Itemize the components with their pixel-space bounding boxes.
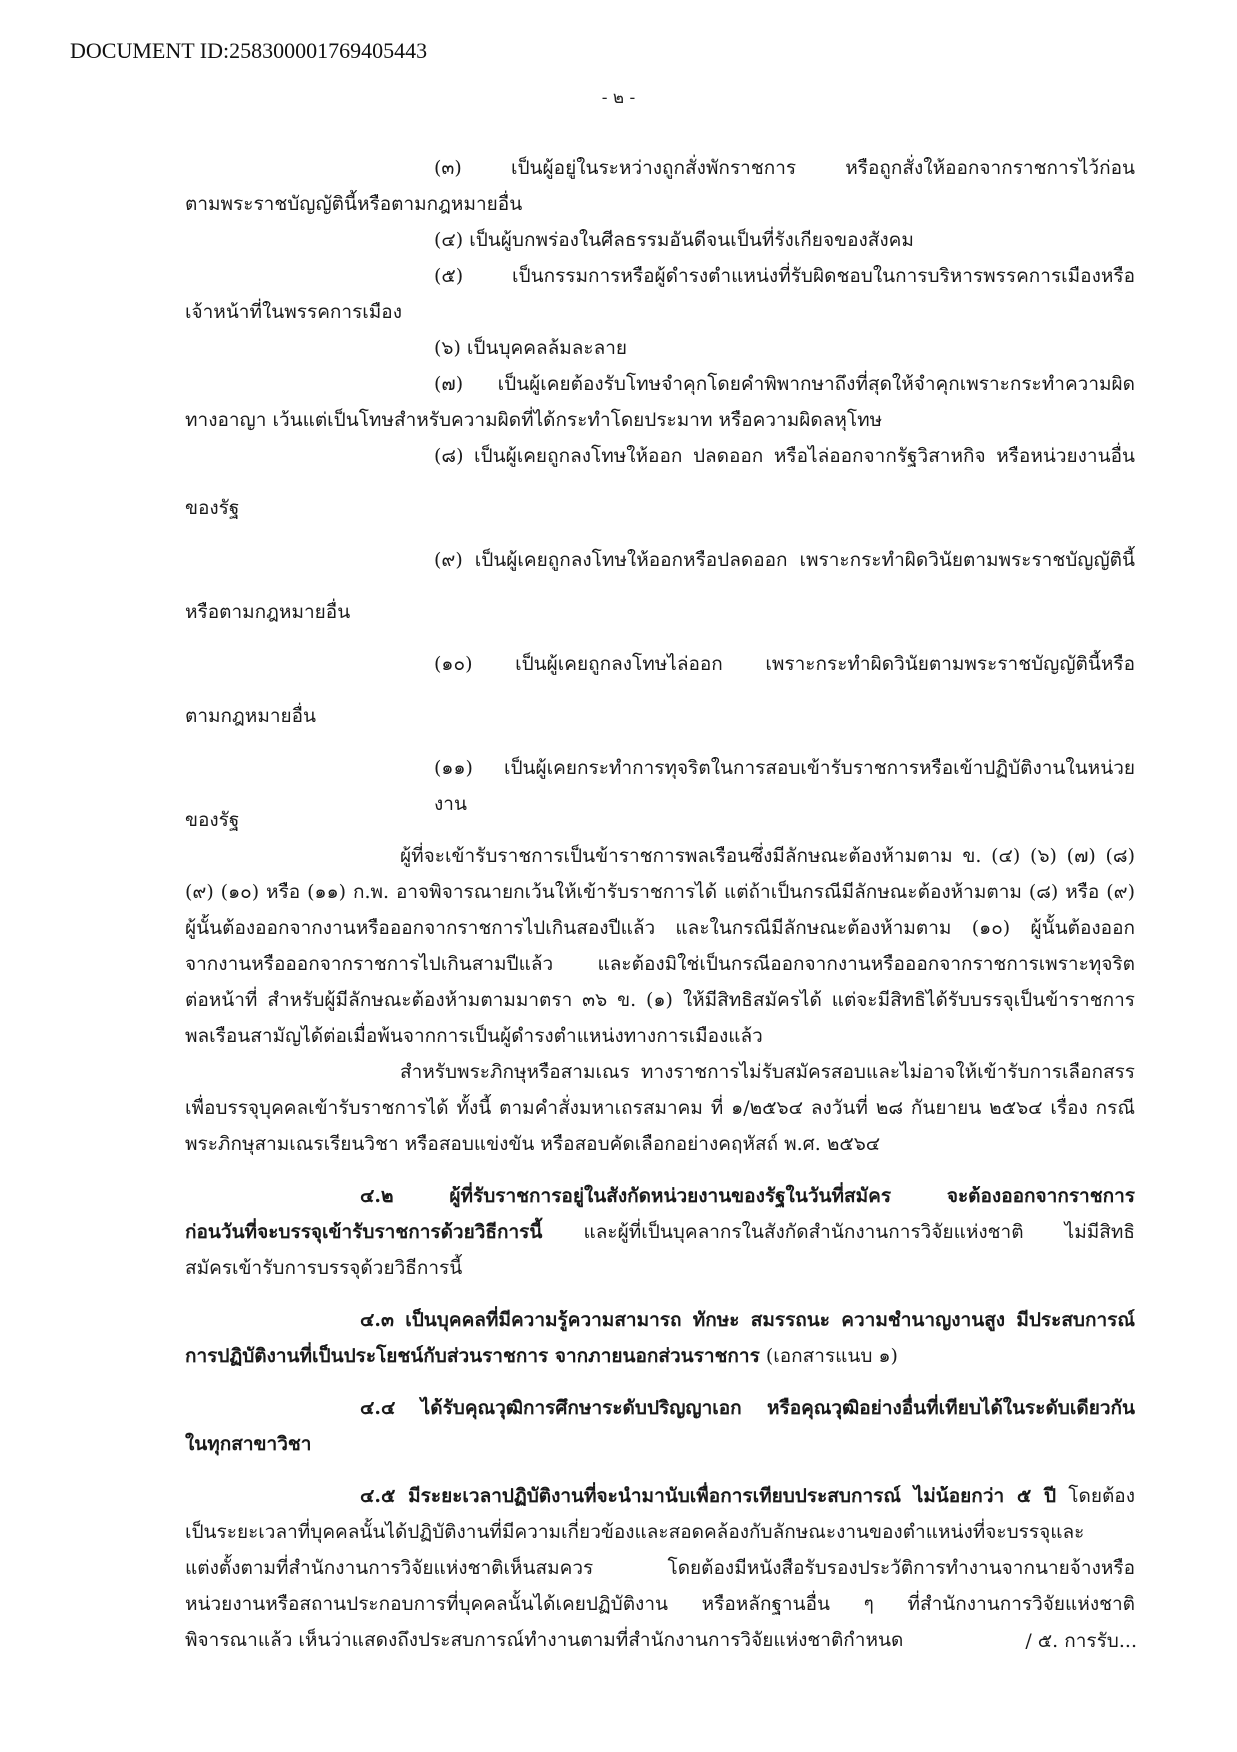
heading-text: ก่อนวันที่จะบรรจุเข้ารับราชการด้วยวิธีการนี้ [185,1221,543,1243]
text-line: (๙) เป็นผู้เคยถูกลงโทษให้ออกหรือปลดออก เพราะกระทำผิดวินัยตามพระราชบัญญัตินี้ [434,549,1135,571]
text-line: (๑๑) เป็นผู้เคยกระทำการทุจริตในการสอบเข้ารับราชการหรือเข้าปฏิบัติงานในหน่วยงาน [434,757,1135,815]
text-line: (๕) เป็นกรรมการหรือผู้ดำรงตำแหน่งที่รับผิดชอบในการบริหารพรรคการเมืองหรือ [434,265,1135,287]
text-line: (๗) เป็นผู้เคยต้องรับโทษจำคุกโดยคำพิพากษาถึงที่สุดให้จำคุกเพราะกระทำความผิด [434,373,1135,395]
text-line: (๖) เป็นบุคคลล้มละลาย [434,337,628,359]
text-line: พลเรือนสามัญได้ต่อเมื่อพ้นจากการเป็นผู้ดำรงตำแหน่งทางการเมืองแล้ว [185,1025,763,1047]
text-line: หน่วยงานหรือสถานประกอบการที่บุคคลนั้นได้เคยปฏิบัติงาน หรือหลักฐานอื่น ๆ ที่สำนักงานการวิจัยแห่งชาติ [185,1593,1135,1615]
heading-text: ๔.๓ เป็นบุคคลที่มีความรู้ความสามารถ ทักษะ สมรรถนะ ความชำนาญงานสูง มีประสบการณ์ [360,1309,1135,1331]
text-run: โดยต้อง [1056,1485,1135,1507]
text-line: เจ้าหน้าที่ในพรรคการเมือง [185,301,402,323]
text-line: ของรัฐ [185,809,240,831]
next-page-marker: / ๕. การรับ... [1025,1630,1137,1652]
section-heading [185,1390,1135,1426]
text-line: ตามกฎหมายอื่น [185,705,317,727]
text-line: พิจารณาแล้ว เห็นว่าแสดงถึงประสบการณ์ทำงานตามที่สำนักงานการวิจัยแห่งชาติกำหนด [185,1629,904,1651]
text-line: ต่อหน้าที่ สำหรับผู้มีลักษณะต้องห้ามตามมาตรา ๓๖ ข. (๑) ให้มีสิทธิสมัครได้ แต่จะมีสิทธิได้รับบรรจุเป็นข้าราชการ [185,989,1135,1011]
text-line: สมัครเข้ารับการบรรจุด้วยวิธีการนี้ [185,1257,463,1279]
text-line: จากงานหรือออกจากราชการไปเกินสามปีแล้ว และต้องมิใช่เป็นกรณีออกจากงานหรือออกจากราชการเพราะทุจริต [185,953,1135,975]
text-line [185,1426,1135,1462]
text-run: (เอกสารแนบ ๑) [759,1345,898,1367]
heading-text: ๔.๒ ผู้ที่รับราชการอยู่ในสังกัดหน่วยงานของรัฐในวันที่สมัคร จะต้องออกจากราชการ [360,1185,1135,1207]
text-line: สำหรับพระภิกษุหรือสามเณร ทางราชการไม่รับสมัครสอบและไม่อาจให้เข้ารับการเลือกสรร [400,1061,1135,1083]
text-line: หรือตามกฎหมายอื่น [185,601,351,623]
section-heading [185,1478,1135,1514]
text-line: พระภิกษุสามเณรเรียนวิชา หรือสอบแข่งขัน หรือสอบคัดเลือกอย่างคฤหัสถ์ พ.ศ. ๒๕๖๔ [185,1133,881,1155]
text-line: ทางอาญา เว้นแต่เป็นโทษสำหรับความผิดที่ได้กระทำโดยประมาท หรือความผิดลหุโทษ [185,409,883,431]
document-id: DOCUMENT ID:258300001769405443 [70,38,428,63]
section-heading [185,1178,1135,1214]
text-line: ของรัฐ [185,497,240,519]
text-line: (๓) เป็นผู้อยู่ในระหว่างถูกสั่งพักราชการ หรือถูกสั่งให้ออกจากราชการไว้ก่อน [434,157,1135,179]
heading-text: ในทุกสาขาวิชา [185,1433,312,1455]
text-line: ผู้ที่จะเข้ารับราชการเป็นข้าราชการพลเรือนซึ่งมีลักษณะต้องห้ามตาม ข. (๔) (๖) (๗) (๘) [400,845,1135,867]
text-line: (๑๐) เป็นผู้เคยถูกลงโทษไล่ออก เพราะกระทำผิดวินัยตามพระราชบัญญัตินี้หรือ [434,653,1135,675]
text-line: ผู้นั้นต้องออกจากงานหรือออกจากราชการไปเกินสองปีแล้ว และในกรณีมีลักษณะต้องห้ามตาม (๑๐) ผู้นั้นต้องออก [185,917,1135,939]
text-line: (๔) เป็นผู้บกพร่องในศีลธรรมอันดีจนเป็นที่รังเกียจของสังคม [434,229,914,251]
text-line: แต่งตั้งตามที่สำนักงานการวิจัยแห่งชาติเห็นสมควร โดยต้องมีหนังสือรับรองประวัติการทำงานจากนายจ้างหรือ [185,1557,1135,1579]
text-line: ตามพระราชบัญญัตินี้หรือตามกฎหมายอื่น [185,193,523,215]
text-line [185,1338,1135,1374]
section-heading [185,1302,1135,1338]
text-line: เพื่อบรรจุบุคคลเข้ารับราชการได้ ทั้งนี้ ตามคำสั่งมหาเถรสมาคม ที่ ๑/๒๕๖๔ ลงวันที่ ๒๘ กันยายน ๒๕๖๔ เรื่อง กรณี [185,1097,1135,1119]
heading-text: ๔.๔ ได้รับคุณวุฒิการศึกษาระดับปริญญาเอก หรือคุณวุฒิอย่างอื่นที่เทียบได้ในระดับเดียวกัน [360,1397,1135,1419]
text-line [185,1214,1135,1250]
text-line: (๘) เป็นผู้เคยถูกลงโทษให้ออก ปลดออก หรือไล่ออกจากรัฐวิสาหกิจ หรือหน่วยงานอื่น [434,445,1135,467]
text-line: (๙) (๑๐) หรือ (๑๑) ก.พ. อาจพิจารณายกเว้นให้เข้ารับราชการได้ แต่ถ้าเป็นกรณีมีลักษณะต้องห้ามตาม (๘) หรือ (๙) [185,881,1135,903]
document-body [185,150,1135,1658]
text-run: และผู้ที่เป็นบุคลากรในสังกัดสำนักงานการวิจัยแห่งชาติ ไม่มีสิทธิ [542,1221,1135,1243]
page-number: - ๒ - [601,88,636,108]
text-line: เป็นระยะเวลาที่บุคคลนั้นได้ปฏิบัติงานที่มีความเกี่ยวข้องและสอดคล้องกับลักษณะงานของตำแหน่งที่จะบรรจุและ [185,1521,1085,1543]
heading-text: ๔.๕ มีระยะเวลาปฏิบัติงานที่จะนำมานับเพื่อการเทียบประสบการณ์ ไม่น้อยกว่า ๕ ปี [360,1485,1057,1507]
heading-text: การปฏิบัติงานที่เป็นประโยชน์กับส่วนราชการ จากภายนอกส่วนราชการ [185,1345,760,1367]
